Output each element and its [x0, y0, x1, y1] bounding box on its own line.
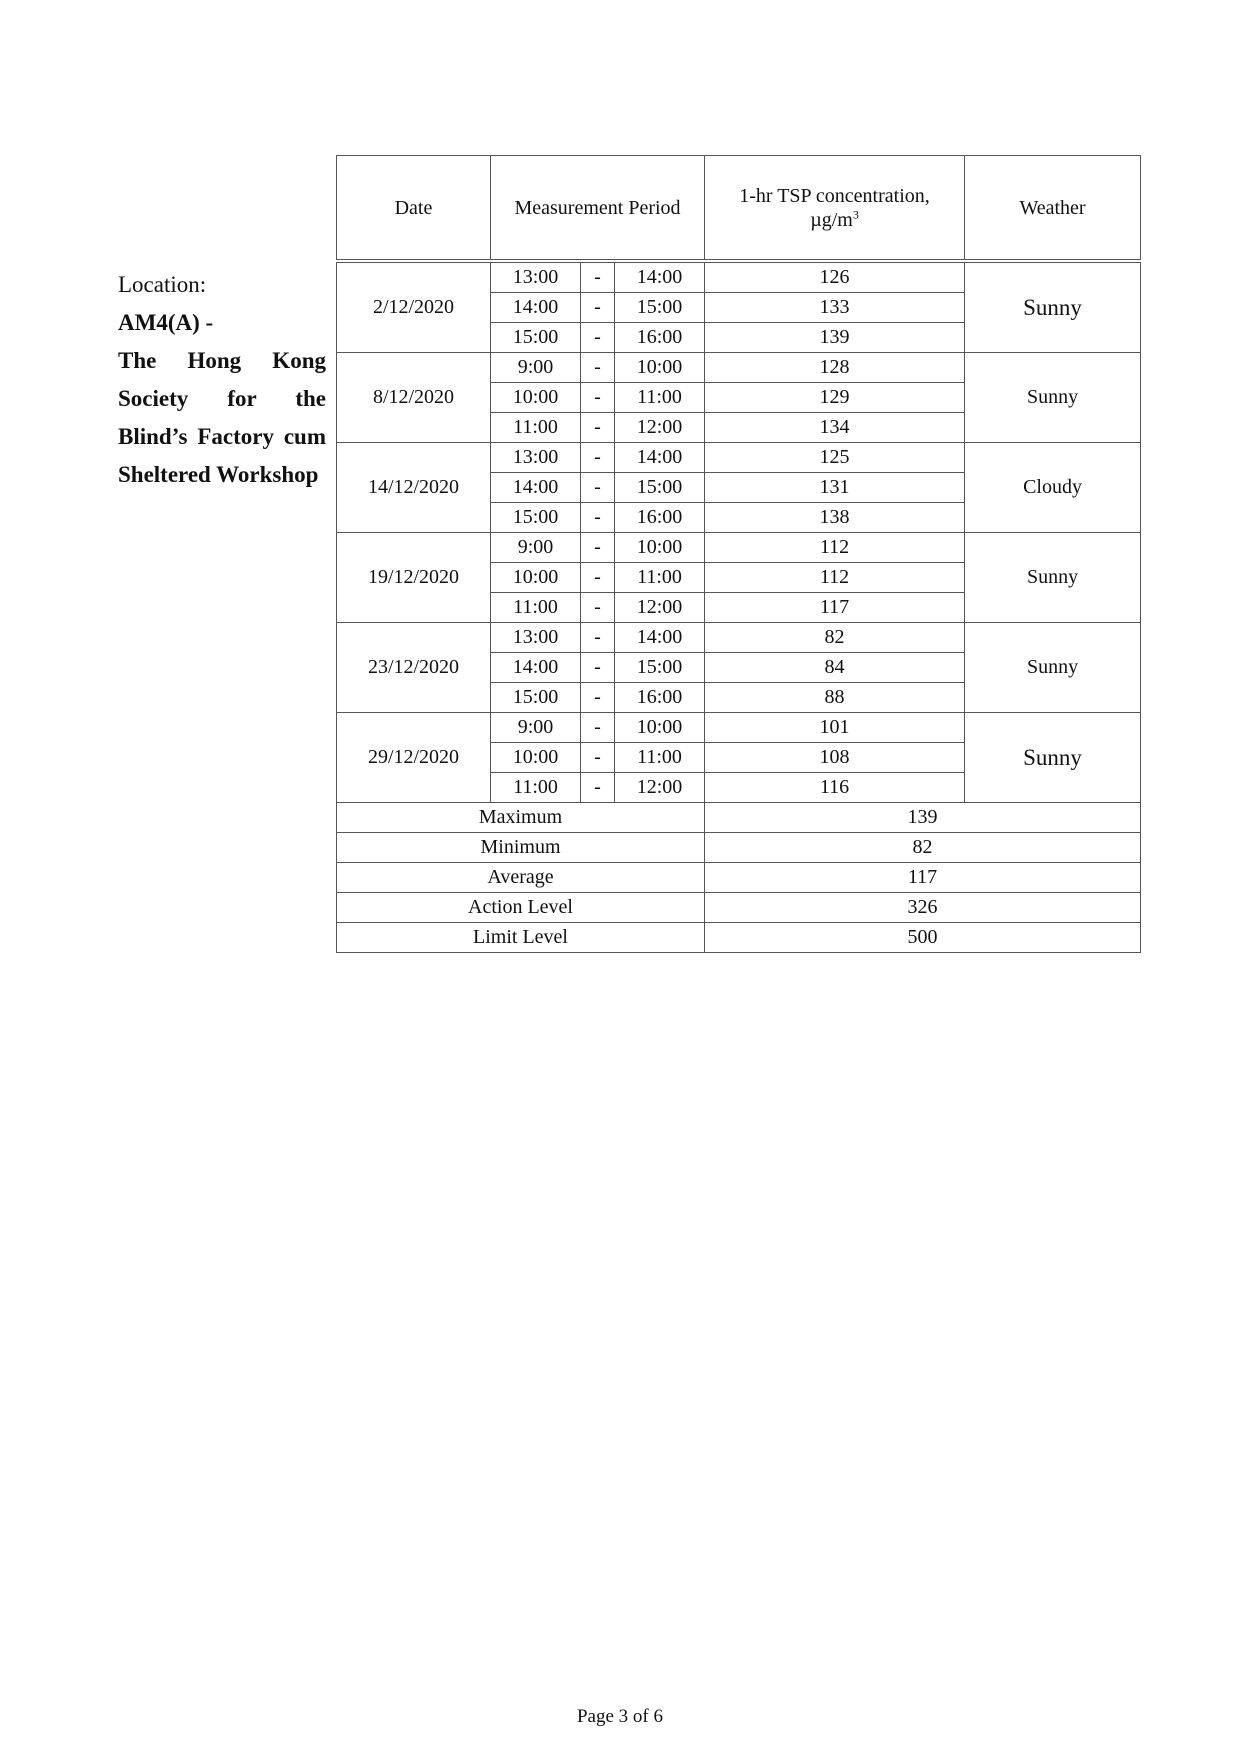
- period-start: 9:00: [491, 353, 581, 383]
- period-start: 14:00: [491, 473, 581, 503]
- period-separator: -: [581, 383, 615, 413]
- location-label: Location:: [118, 272, 207, 297]
- period-start: 10:00: [491, 383, 581, 413]
- location-code: AM4(A) -: [118, 310, 214, 335]
- period-start: 13:00: [491, 623, 581, 653]
- summary-label: Minimum: [337, 833, 705, 863]
- period-end: 16:00: [615, 323, 705, 353]
- summary-row: [337, 893, 1141, 923]
- period-separator: -: [581, 563, 615, 593]
- period-separator: -: [581, 293, 615, 323]
- location-name: The Hong Kong Society for the Blind’s Factory cum Sheltered Workshop: [118, 348, 326, 487]
- header-concentration-unit: µg/m: [810, 208, 853, 231]
- concentration-value: 112: [705, 563, 965, 593]
- period-start: 10:00: [491, 743, 581, 773]
- weather-cell: Sunny: [965, 533, 1141, 623]
- concentration-value: 108: [705, 743, 965, 773]
- concentration-value: 116: [705, 773, 965, 803]
- period-end: 14:00: [615, 443, 705, 473]
- location-block: [118, 266, 326, 494]
- period-start: 10:00: [491, 563, 581, 593]
- concentration-value: 84: [705, 653, 965, 683]
- concentration-value: 112: [705, 533, 965, 563]
- period-end: 14:00: [615, 623, 705, 653]
- weather-cell: Sunny: [965, 623, 1141, 713]
- period-end: 10:00: [615, 353, 705, 383]
- date-cell: 8/12/2020: [337, 353, 491, 443]
- period-end: 11:00: [615, 383, 705, 413]
- tsp-monitoring-table: [336, 155, 1141, 953]
- table-row: [337, 261, 1141, 293]
- weather-cell: Sunny: [965, 713, 1141, 803]
- concentration-value: 126: [705, 261, 965, 293]
- table-header-row: [337, 156, 1141, 262]
- concentration-value: 125: [705, 443, 965, 473]
- header-measurement-period: Measurement Period: [491, 156, 705, 262]
- header-weather: Weather: [965, 156, 1141, 262]
- concentration-value: 138: [705, 503, 965, 533]
- period-start: 15:00: [491, 683, 581, 713]
- date-cell: 23/12/2020: [337, 623, 491, 713]
- period-separator: -: [581, 533, 615, 563]
- period-separator: -: [581, 623, 615, 653]
- concentration-value: 82: [705, 623, 965, 653]
- concentration-value: 128: [705, 353, 965, 383]
- period-start: 13:00: [491, 443, 581, 473]
- table-row: [337, 533, 1141, 563]
- concentration-value: 117: [705, 593, 965, 623]
- table-body: [337, 261, 1141, 953]
- summary-label: Action Level: [337, 893, 705, 923]
- concentration-value: 133: [705, 293, 965, 323]
- summary-row: [337, 803, 1141, 833]
- date-cell: 19/12/2020: [337, 533, 491, 623]
- summary-value: 139: [705, 803, 1141, 833]
- period-end: 11:00: [615, 743, 705, 773]
- concentration-value: 134: [705, 413, 965, 443]
- weather-cell: Cloudy: [965, 443, 1141, 533]
- table-row: [337, 713, 1141, 743]
- period-start: 14:00: [491, 293, 581, 323]
- period-start: 9:00: [491, 713, 581, 743]
- period-start: 11:00: [491, 773, 581, 803]
- weather-cell: Sunny: [965, 353, 1141, 443]
- header-concentration: [705, 156, 965, 262]
- summary-label: Average: [337, 863, 705, 893]
- period-separator: -: [581, 653, 615, 683]
- summary-value: 117: [705, 863, 1141, 893]
- period-separator: -: [581, 443, 615, 473]
- period-end: 14:00: [615, 261, 705, 293]
- period-separator: -: [581, 743, 615, 773]
- period-end: 15:00: [615, 473, 705, 503]
- period-separator: -: [581, 713, 615, 743]
- period-separator: -: [581, 473, 615, 503]
- concentration-value: 129: [705, 383, 965, 413]
- period-end: 12:00: [615, 593, 705, 623]
- period-start: 14:00: [491, 653, 581, 683]
- period-separator: -: [581, 323, 615, 353]
- summary-row: [337, 923, 1141, 953]
- date-cell: 29/12/2020: [337, 713, 491, 803]
- period-end: 15:00: [615, 293, 705, 323]
- period-separator: -: [581, 773, 615, 803]
- period-end: 12:00: [615, 773, 705, 803]
- date-cell: 14/12/2020: [337, 443, 491, 533]
- summary-value: 500: [705, 923, 1141, 953]
- page-number: Page 3 of 6: [576, 1706, 663, 1727]
- date-cell: 2/12/2020: [337, 261, 491, 353]
- weather-cell: Sunny: [965, 261, 1141, 353]
- summary-label: Maximum: [337, 803, 705, 833]
- table-row: [337, 443, 1141, 473]
- summary-value: 82: [705, 833, 1141, 863]
- period-start: 11:00: [491, 413, 581, 443]
- summary-row: [337, 833, 1141, 863]
- table-row: [337, 353, 1141, 383]
- concentration-value: 88: [705, 683, 965, 713]
- period-end: 10:00: [615, 533, 705, 563]
- concentration-value: 131: [705, 473, 965, 503]
- concentration-value: 101: [705, 713, 965, 743]
- period-separator: -: [581, 413, 615, 443]
- period-start: 15:00: [491, 503, 581, 533]
- period-end: 12:00: [615, 413, 705, 443]
- header-date: Date: [337, 156, 491, 262]
- period-start: 15:00: [491, 323, 581, 353]
- period-end: 15:00: [615, 653, 705, 683]
- summary-value: 326: [705, 893, 1141, 923]
- period-start: 11:00: [491, 593, 581, 623]
- period-separator: -: [581, 261, 615, 293]
- table-row: [337, 623, 1141, 653]
- period-separator: -: [581, 353, 615, 383]
- period-end: 16:00: [615, 503, 705, 533]
- period-end: 11:00: [615, 563, 705, 593]
- summary-label: Limit Level: [337, 923, 705, 953]
- period-separator: -: [581, 683, 615, 713]
- period-separator: -: [581, 503, 615, 533]
- header-concentration-label: 1-hr TSP concentration,: [739, 184, 930, 207]
- period-start: 9:00: [491, 533, 581, 563]
- period-start: 13:00: [491, 261, 581, 293]
- period-end: 10:00: [615, 713, 705, 743]
- header-concentration-unit-exponent: 3: [852, 206, 859, 221]
- period-end: 16:00: [615, 683, 705, 713]
- concentration-value: 139: [705, 323, 965, 353]
- summary-row: [337, 863, 1141, 893]
- period-separator: -: [581, 593, 615, 623]
